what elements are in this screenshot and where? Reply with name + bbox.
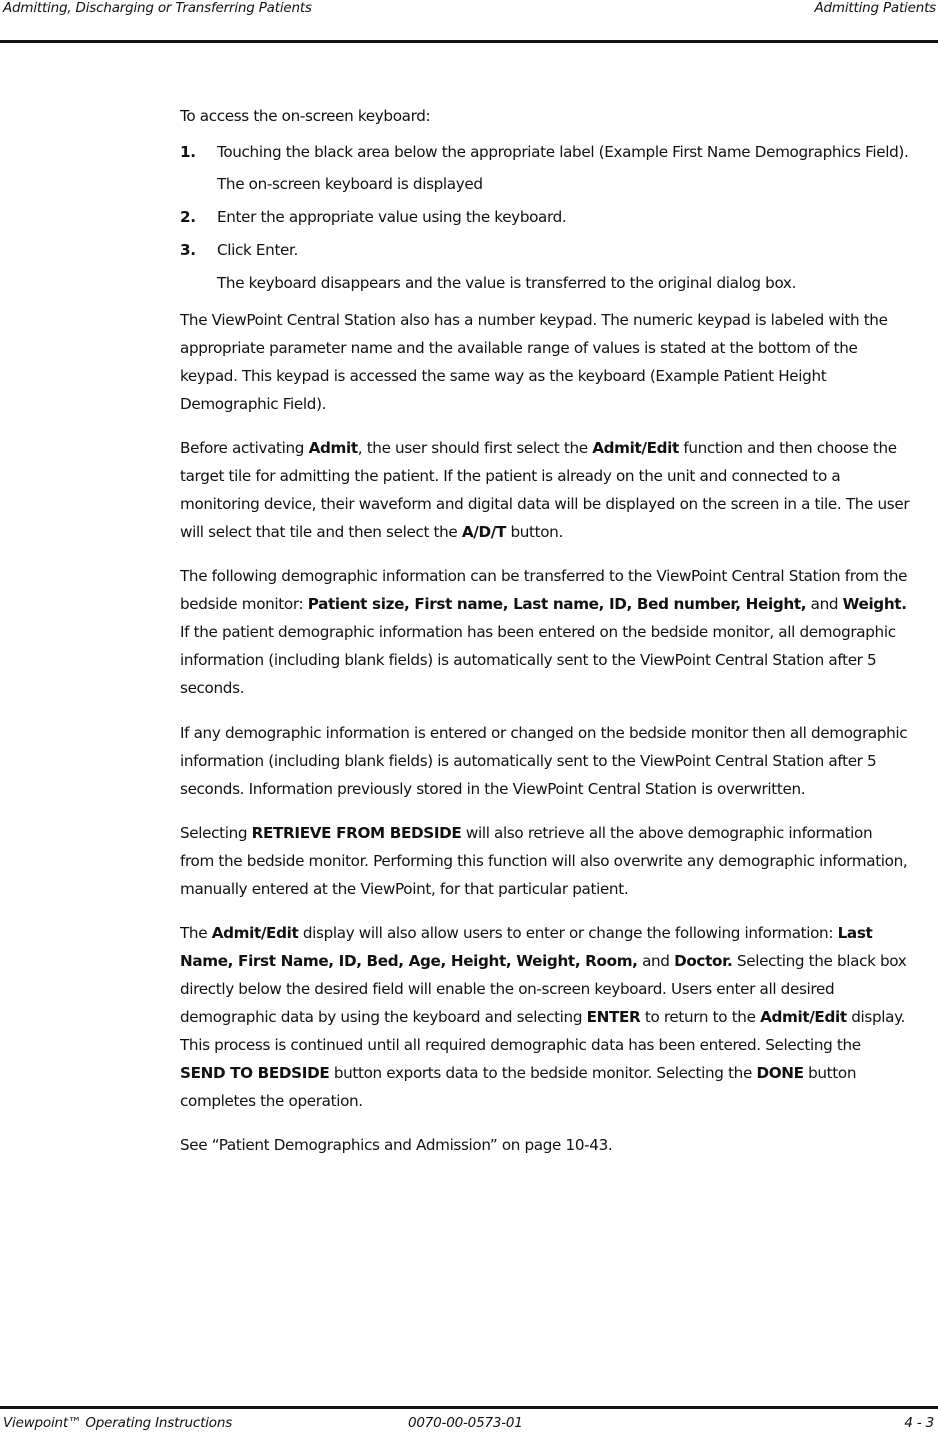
page-content — [180, 104, 910, 1159]
paragraph-demographic-transfer — [180, 562, 910, 702]
footer-page-number: 4 - 3 — [904, 1415, 934, 1431]
step-number: 1. — [180, 143, 196, 161]
step-1-result: The on-screen keyboard is displayed — [217, 175, 483, 193]
bold-term-enter: ENTER — [586, 1008, 641, 1026]
text-run: Before activating — [180, 439, 309, 457]
header-chapter-title: Admitting, Discharging or Transferring Patients — [3, 0, 312, 16]
bold-term-send-to-bedside: SEND TO BEDSIDE — [180, 1064, 330, 1082]
paragraph-number-keypad: The ViewPoint Central Station also has a number keypad. The numeric keypad is labeled with the appropriate parameter name and the available range of values is stated at the bottom of the keypad. This keypad is accessed the same way as the keyboard (Example Patient Height Demographic Field). — [180, 311, 888, 413]
paragraph-retrieve — [180, 819, 910, 903]
paragraph-admit — [180, 434, 910, 546]
bold-term-retrieve-from-bedside: RETRIEVE FROM BEDSIDE — [251, 824, 462, 842]
step-3-result: The keyboard disappears and the value is transferred to the original dialog box. — [217, 274, 797, 292]
text-run: to return to the — [640, 1008, 761, 1026]
text-run: will also retrieve all the above demographic information from the bedside monitor. Performing this function will also overwrite any demographic information, manually entered at the ViewPoint, for that particular patient. — [180, 824, 908, 898]
step-1 — [180, 142, 910, 163]
text-run: and — [806, 595, 843, 613]
bold-term-weight: Weight. — [842, 595, 907, 613]
bold-term-admit-edit: Admit/Edit — [760, 1008, 847, 1026]
text-run: , the user should first select the — [357, 439, 593, 457]
step-text: Touching the black area below the appropriate label (Example First Name Demographics Field). — [217, 143, 909, 161]
bold-term-admit-edit: Admit/Edit — [211, 924, 299, 942]
intro-text: To access the on-screen keyboard: — [180, 107, 431, 125]
text-run: button exports data to the bedside monitor. Selecting the — [329, 1064, 757, 1082]
bold-term-admit: Admit — [308, 439, 358, 457]
step-text: Enter the appropriate value using the keyboard. — [217, 208, 567, 226]
bold-term-doctor: Doctor. — [674, 952, 733, 970]
bold-editable-fields: Last Name, First Name, ID, Bed, Age, Height, Weight, Room, — [180, 924, 873, 970]
bold-term-done: DONE — [756, 1064, 804, 1082]
footer-manual-title: Viewpoint™ Operating Instructions — [3, 1415, 233, 1431]
page-footer — [0, 1406, 938, 1438]
step-text: Click Enter. — [217, 241, 299, 259]
step-2 — [180, 207, 910, 228]
text-run: The following demographic information can be transferred to the ViewPoint Central Station from the bedside monitor: — [180, 567, 908, 613]
bold-demographic-fields: Patient size, First name, Last name, ID, Bed number, Height, — [307, 595, 807, 613]
text-run: display. This process is continued until all required demographic data has been entered. Selecting the — [180, 1008, 906, 1054]
bold-term-adt: A/D/T — [461, 523, 506, 541]
bold-term-admit-edit: Admit/Edit — [592, 439, 679, 457]
step-number: 3. — [180, 241, 196, 259]
text-run: Selecting the black box directly below the desired field will enable the on-screen keyboard. Users enter all desired demographic data by using the keyboard and selecting — [180, 952, 907, 1026]
header-section-title: Admitting Patients — [814, 0, 936, 16]
text-run: button. — [505, 523, 563, 541]
cross-reference: See “Patient Demographics and Admission” on page 10-43. — [180, 1136, 613, 1154]
paragraph-bedside-change: If any demographic information is entered or changed on the bedside monitor then all demographic information (including blank fields) is automatically sent to the ViewPoint Central Station after 5 seconds. Information previously stored in the ViewPoint Central Station is overwritten. — [180, 724, 908, 798]
text-run: Selecting — [180, 824, 252, 842]
step-number: 2. — [180, 208, 196, 226]
text-run: function and then choose the target tile for admitting the patient. If the patient is already on the unit and connected to a monitoring device, their waveform and digital data will be displayed on the screen in a tile. The user will select that tile and then select the — [180, 439, 910, 541]
step-3 — [180, 240, 910, 261]
text-run: If the patient demographic information has been entered on the bedside monitor, all demographic information (including blank fields) is automatically sent to the ViewPoint Central Station after 5 seconds. — [180, 623, 896, 697]
text-run: and — [637, 952, 675, 970]
paragraph-admit-edit-display — [180, 919, 910, 1115]
footer-document-number: 0070-00-0573-01 — [408, 1415, 523, 1431]
text-run: The — [180, 924, 212, 942]
page-header — [0, 0, 938, 43]
text-run: display will also allow users to enter or change the following information: — [298, 924, 838, 942]
text-run: button completes the operation. — [180, 1064, 857, 1110]
